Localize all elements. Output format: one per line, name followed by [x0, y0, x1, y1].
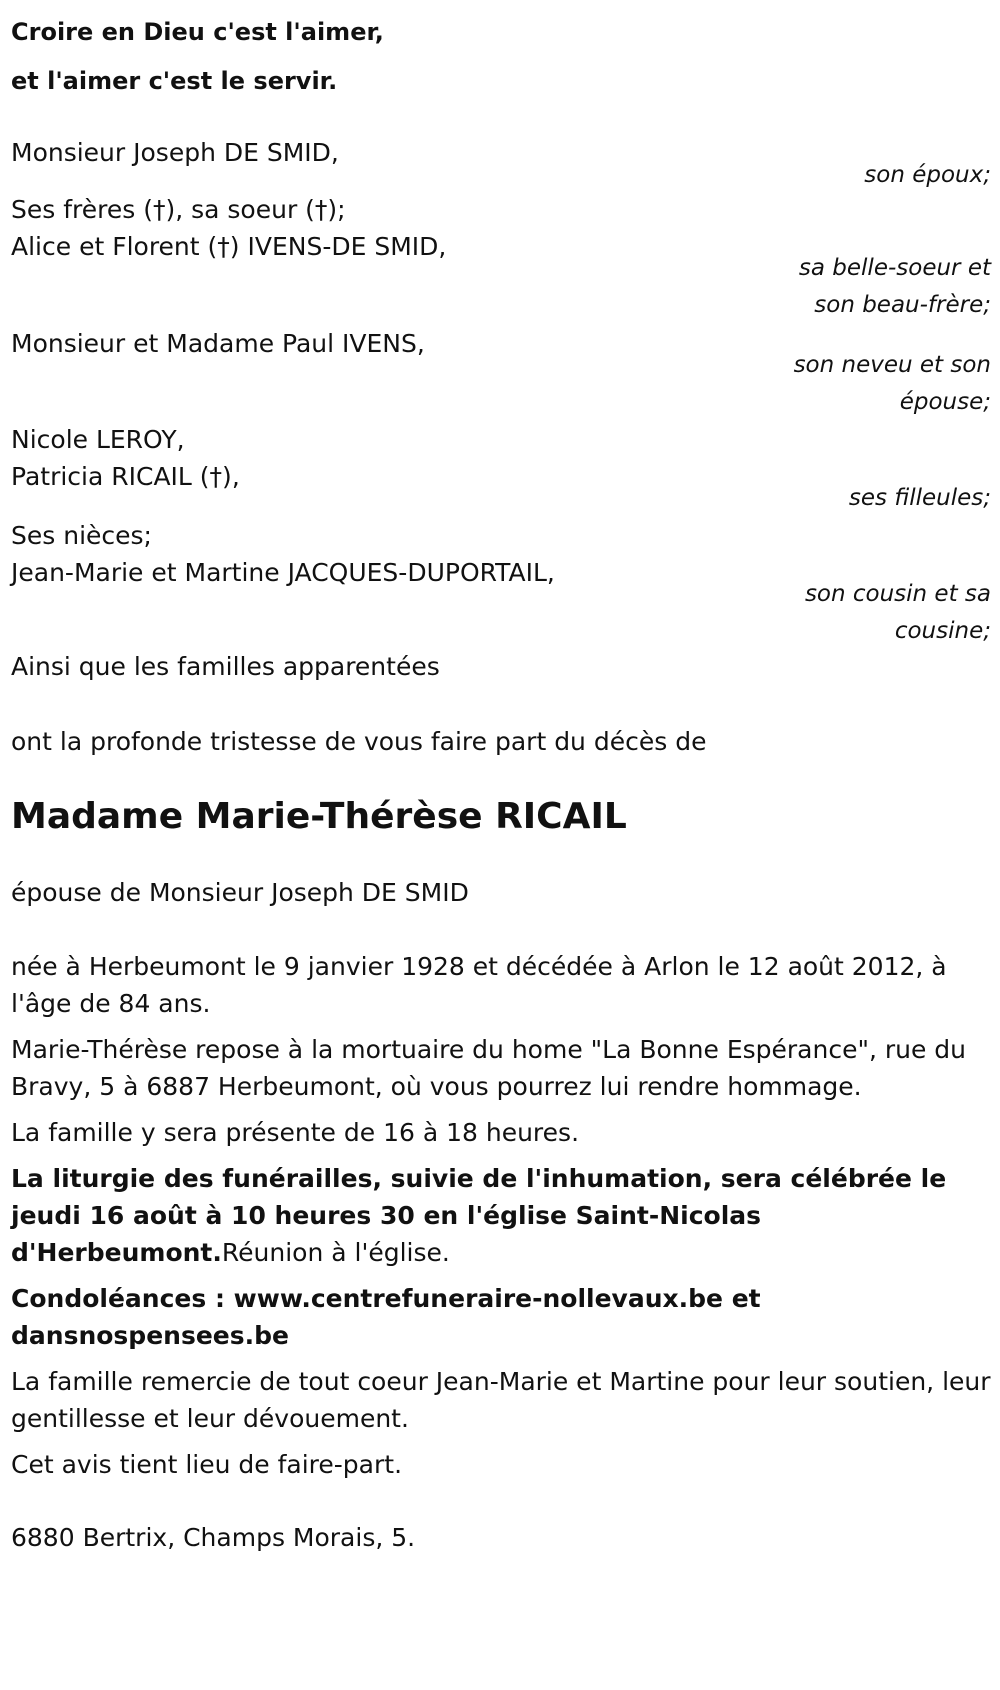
deceased-name: Madame Marie-Thérèse RICAIL [11, 796, 627, 837]
family-name: Nicole LEROY, [11, 425, 185, 454]
family-name: Ses nièces; [11, 521, 152, 550]
obituary-notice [11, 0, 991, 1556]
family-entry [11, 516, 991, 650]
family-role-line: épouse; [899, 389, 991, 415]
spouse-line: épouse de Monsieur Joseph DE SMID [11, 878, 469, 907]
family-role-line: ses filleules; [848, 485, 991, 511]
announcement: ont la profonde tristesse de vous faire part du décès de [11, 727, 707, 756]
family-role-line: son neveu et son [793, 352, 991, 378]
family-name: Monsieur et Madame Paul IVENS, [11, 329, 425, 358]
family-role [11, 478, 991, 518]
family-entry [11, 420, 991, 516]
family-entry [11, 190, 991, 324]
address: 6880 Bertrix, Champs Morais, 5. [11, 1523, 416, 1552]
liturgy-bold: La liturgie des funérailles, suivie de l'inhumation, sera célébrée le jeudi 16 août à 10 heures 30 en l'église Saint-Nicolas d'Herbeumont. [11, 1164, 947, 1267]
reposing: Marie-Thérèse repose à la mortuaire du home "La Bonne Espérance", rue du Bravy, 5 à 6887 Herbeumont, où vous pourrez lui rendre hommage. [11, 1035, 967, 1101]
family-role [11, 574, 991, 651]
family-name: Jean-Marie et Martine JACQUES-DUPORTAIL, [11, 558, 555, 587]
family-role-line: son cousin et sa [804, 581, 991, 607]
closing-family: Ainsi que les familles apparentées [11, 652, 440, 681]
epigraph-line-1: Croire en Dieu c'est l'aimer, [11, 18, 384, 46]
presence: La famille y sera présente de 16 à 18 heures. [11, 1118, 580, 1147]
family-role-line: son époux; [864, 162, 991, 188]
family-entry [11, 324, 991, 420]
family-name: Ses frères (†), sa soeur (†); [11, 195, 346, 224]
condolences: Condoléances : www.centrefuneraire-nollevaux.be et dansnospensees.be [11, 1284, 761, 1350]
family-role [11, 155, 991, 195]
notice: Cet avis tient lieu de faire-part. [11, 1450, 403, 1479]
family-name: Patricia RICAIL (†), [11, 462, 240, 491]
thanks: La famille remercie de tout coeur Jean-Marie et Martine pour leur soutien, leur gentillesse et leur dévouement. [11, 1367, 991, 1433]
liturgy [11, 1160, 991, 1271]
family-list [11, 133, 991, 650]
birth-death: née à Herbeumont le 9 janvier 1928 et décédée à Arlon le 12 août 2012, à l'âge de 84 ans. [11, 952, 947, 1018]
epigraph-line-2: et l'aimer c'est le servir. [11, 67, 338, 95]
liturgy-meeting: Réunion à l'église. [221, 1238, 450, 1267]
family-role-line: son beau-frère; [814, 292, 991, 318]
family-role-line: sa belle-soeur et [798, 255, 991, 281]
family-role [11, 248, 991, 325]
family-entry [11, 133, 991, 190]
family-role [11, 345, 991, 422]
family-name: Alice et Florent (†) IVENS-DE SMID, [11, 232, 447, 261]
family-name: Monsieur Joseph DE SMID, [11, 138, 339, 167]
epigraph [11, 0, 991, 106]
family-role-line: cousine; [894, 618, 991, 644]
